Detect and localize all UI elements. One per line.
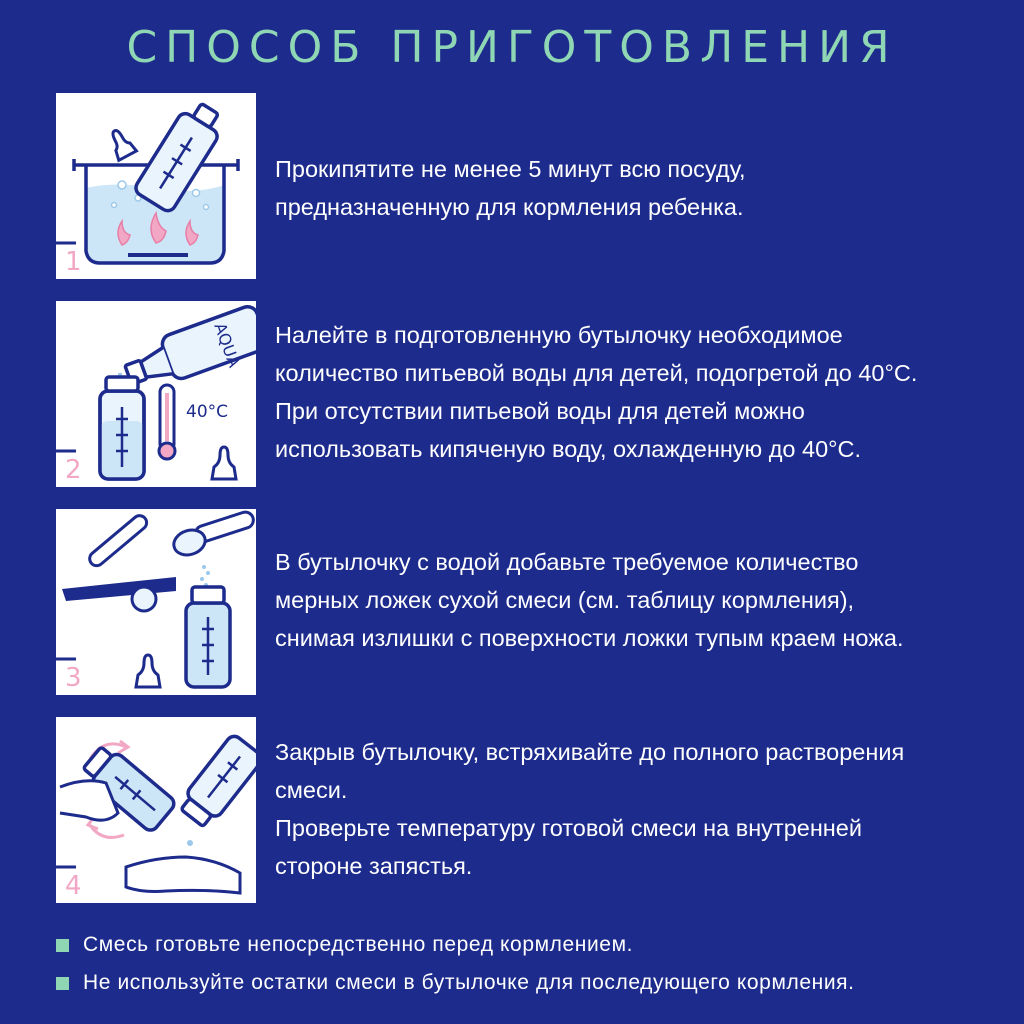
step-3-instruction	[275, 543, 995, 657]
step-number: 3	[65, 663, 82, 693]
instruction-line: Закрыв бутылочку, встряхивайте до полного растворения	[275, 739, 905, 765]
step-number: 1	[65, 247, 82, 277]
instruction-line: Проверьте температуру готовой смеси на внутренней	[275, 815, 862, 841]
instruction-line: Прокипятите не менее 5 минут всю посуду,	[275, 156, 746, 182]
square-bullet-icon	[56, 939, 69, 952]
instruction-line: снимая излишки с поверхности ложки тупым краем ножа.	[275, 625, 904, 651]
temperature-label: 40°C	[186, 402, 229, 422]
instruction-line: В бутылочку с водой добавьте требуемое количество	[275, 549, 859, 575]
notes-list	[56, 926, 1006, 1002]
shake-bottle-wrist-icon	[56, 717, 256, 903]
note-item	[56, 926, 1006, 964]
square-bullet-icon	[56, 977, 69, 990]
note-text: Не используйте остатки смеси в бутылочке для последующего кормления.	[83, 971, 855, 994]
pour-water-thermometer-icon	[56, 301, 256, 487]
note-item	[56, 964, 1006, 1002]
step-2-instruction	[275, 316, 995, 468]
step-1-instruction	[275, 150, 995, 226]
step-1-illustration	[56, 93, 256, 279]
instruction-line: использовать кипяченую воду, охлажденную до 40°C.	[275, 436, 862, 462]
instruction-line: Налейте в подготовленную бутылочку необходимое	[275, 322, 843, 348]
note-text: Смесь готовьте непосредственно перед кормлением.	[83, 933, 634, 956]
measuring-spoon-icon	[56, 509, 256, 695]
page-title: СПОСОБ ПРИГОТОВЛЕНИЯ	[126, 22, 898, 73]
instruction-line: предназначенную для кормления ребенка.	[275, 194, 744, 220]
step-number: 4	[65, 871, 82, 901]
step-4-instruction	[275, 733, 995, 885]
instruction-line: При отсутствии питьевой воды для детей можно	[275, 398, 805, 424]
step-3-illustration	[56, 509, 256, 695]
boiling-pot-icon	[56, 93, 256, 279]
step-number: 2	[65, 455, 82, 485]
step-4-illustration	[56, 717, 256, 903]
instruction-line: смеси.	[275, 777, 348, 803]
instruction-line: мерных ложек сухой смеси (см. таблицу кормления),	[275, 587, 855, 613]
instruction-line: стороне запястья.	[275, 853, 473, 879]
instruction-line: количество питьевой воды для детей, подогретой до 40°C.	[275, 360, 918, 386]
bottle-label: AQUA	[210, 320, 244, 370]
step-2-illustration	[56, 301, 256, 487]
